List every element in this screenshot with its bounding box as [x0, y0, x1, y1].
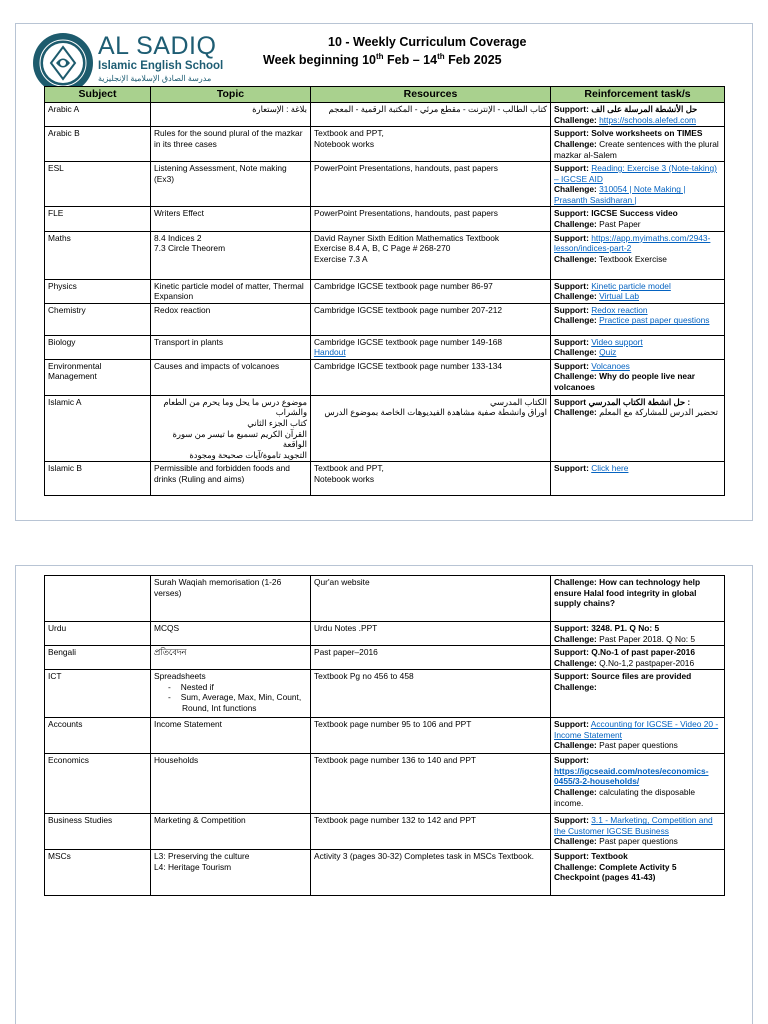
- resources-text: PowerPoint Presentations, handouts, past papers: [314, 208, 498, 219]
- topic-text: بلاغة : الإستعارة: [252, 104, 307, 115]
- table-row: [45, 576, 725, 622]
- support-line: [554, 671, 721, 682]
- challenge-line: [554, 315, 721, 326]
- support-label: Support:: [554, 671, 589, 682]
- challenge-label: Challenge:: [554, 740, 597, 751]
- topic-cell: [151, 303, 311, 335]
- subject-cell: [45, 850, 151, 896]
- challenge-line: [554, 682, 721, 693]
- topic-text: Income Statement: [154, 719, 222, 730]
- challenge-label: Challenge:: [554, 315, 597, 326]
- challenge-text: تحضير الدرس للمشاركة مع المعلم: [599, 407, 718, 418]
- table-row: [45, 646, 725, 670]
- challenge-text: Past Paper: [599, 219, 641, 229]
- resources-text: Cambridge IGCSE textbook page number 133-134: [314, 360, 503, 371]
- reinforcement-cell: [551, 754, 725, 814]
- table-row: [45, 279, 725, 303]
- resources-text: Textbook Pg no 456 to 458: [314, 671, 414, 682]
- table-row: [45, 359, 725, 395]
- challenge-label: Challenge:: [554, 681, 597, 692]
- support-label: Support:: [554, 647, 589, 658]
- resources-cell: [311, 103, 551, 127]
- challenge-text: Q.No-1,2 pastpaper-2016: [599, 657, 695, 668]
- topic-cell: [151, 814, 311, 850]
- reinforcement-cell: [551, 622, 725, 646]
- challenge-line: [554, 658, 721, 669]
- support-label: Support:: [554, 163, 589, 174]
- resources-text: الكتاب المدرسي اوراق وانشطة صفية مشاهدة الفيديوهات الخاصة بموضوع الدرس: [324, 396, 547, 418]
- support-label: Support:: [554, 719, 589, 730]
- challenge-label: Challenge:: [554, 114, 597, 125]
- subject-label: Bengali: [48, 647, 76, 658]
- resources-text: Cambridge IGCSE textbook page number 86-97: [314, 280, 493, 291]
- subject-cell: [45, 718, 151, 754]
- school-subtitle: Islamic English School: [98, 60, 224, 72]
- subject-label: Environmental Management: [48, 360, 102, 382]
- topic-cell: [151, 231, 311, 279]
- subject-cell: [45, 814, 151, 850]
- resources-cell: [311, 231, 551, 279]
- topic-cell: [151, 462, 311, 496]
- support-text: Solve worksheets on TIMES: [591, 128, 703, 139]
- document-title: 10 - Weekly Curriculum Coverage: [328, 35, 527, 49]
- support-line: [554, 128, 721, 139]
- topic-text: Surah Waqiah memorisation (1-26 verses): [154, 577, 282, 598]
- topic-cell: [151, 576, 311, 622]
- challenge-label: Challenge:: [554, 219, 597, 229]
- reinforcement-cell: [551, 850, 725, 896]
- challenge-label: Challenge:: [554, 253, 597, 264]
- topic-text: Writers Effect: [154, 208, 204, 219]
- support-label: Support:: [554, 851, 589, 862]
- support-label: Support:: [554, 304, 589, 315]
- topic-text: L3: Preserving the culture L4: Heritage Tourism: [154, 851, 250, 872]
- reinforcement-cell: [551, 814, 725, 850]
- header-reinforcement: Reinforcement task/s: [551, 87, 725, 103]
- support-line: [554, 755, 721, 787]
- challenge-label: Challenge:: [554, 633, 597, 644]
- reinforcement-cell: [551, 103, 725, 127]
- table-row: [45, 127, 725, 162]
- resources-cell: [311, 279, 551, 303]
- challenge-line: [554, 836, 721, 847]
- reinforcement-cell: [551, 576, 725, 622]
- reinforcement-cell: [551, 462, 725, 496]
- reinforcement-cell: [551, 303, 725, 335]
- header-topic: Topic: [151, 87, 311, 103]
- document-page-1: [15, 23, 753, 521]
- resources-cell: [311, 162, 551, 207]
- topic-cell: [151, 754, 311, 814]
- challenge-label: Challenge:: [554, 184, 597, 195]
- challenge-text: Past Paper 2018. Q No: 5: [599, 633, 696, 644]
- challenge-link[interactable]: https://schools.alefed.com: [599, 114, 696, 125]
- support-link[interactable]: 3.1 - Marketing, Competition and the Customer IGCSE Business: [554, 815, 713, 836]
- topic-cell: [151, 622, 311, 646]
- challenge-label: Challenge:: [554, 138, 597, 149]
- table-row: [45, 335, 725, 359]
- reinforcement-cell: [551, 279, 725, 303]
- challenge-line: [554, 577, 721, 609]
- challenge-line: [554, 371, 721, 392]
- resources-cell: [311, 462, 551, 496]
- support-line: [554, 281, 721, 292]
- topic-text: Listening Assessment, Note making (Ex3): [154, 163, 287, 184]
- challenge-line: [554, 219, 721, 230]
- resources-cell: [311, 303, 551, 335]
- topic-cell: [151, 207, 311, 231]
- challenge-label: Challenge:: [554, 291, 597, 302]
- challenge-link[interactable]: 310054 | Note Making | Prasanth Sasidharan |: [554, 184, 686, 205]
- topic-cell: [151, 670, 311, 718]
- subject-label: Urdu: [48, 623, 67, 633]
- subject-label: Physics: [48, 280, 77, 291]
- table-row: [45, 754, 725, 814]
- resources-text: Urdu Notes .PPT: [314, 623, 378, 633]
- challenge-text: Why do people live near volcanoes: [554, 371, 696, 393]
- table-row: [45, 395, 725, 461]
- challenge-text: How can technology help ensure Halal food integrity in global supply chains?: [554, 577, 701, 609]
- topic-list-item: - Nested if: [182, 682, 307, 693]
- support-line: [554, 163, 721, 184]
- table-row: [45, 462, 725, 496]
- resources-cell: [311, 718, 551, 754]
- challenge-link[interactable]: Quiz: [599, 347, 617, 358]
- subject-cell: [45, 576, 151, 622]
- support-line: [554, 647, 721, 658]
- support-link[interactable]: Volcanoes: [591, 360, 630, 371]
- topic-cell: [151, 162, 311, 207]
- challenge-text: Textbook Exercise: [599, 253, 667, 264]
- resources-cell: [311, 814, 551, 850]
- resource-link[interactable]: Handout: [314, 347, 346, 358]
- header-subject: Subject: [45, 87, 151, 103]
- challenge-line: [554, 740, 721, 751]
- curriculum-table-continued: [44, 575, 725, 896]
- support-text: 3248. P1. Q No: 5: [591, 623, 660, 633]
- support-label: Support:: [554, 463, 589, 474]
- challenge-line: [554, 347, 721, 358]
- support-line: [554, 623, 721, 634]
- reinforcement-cell: [551, 646, 725, 670]
- school-arabic-name: مدرسة الصادق الإسلامية الإنجليزية: [98, 74, 212, 83]
- resources-cell: [311, 359, 551, 395]
- support-line: [554, 361, 721, 372]
- subject-cell: [45, 646, 151, 670]
- resources-cell: [311, 576, 551, 622]
- topic-text: Rules for the sound plural of the mazkar in its three cases: [154, 128, 303, 149]
- support-label: Support:: [554, 280, 589, 291]
- topic-text: Causes and impacts of volcanoes: [154, 360, 280, 371]
- topic-cell: [151, 718, 311, 754]
- support-label: Support:: [554, 815, 589, 826]
- resources-cell: [311, 754, 551, 814]
- table-row: [45, 670, 725, 718]
- subject-cell: [45, 395, 151, 461]
- table-row: [45, 303, 725, 335]
- topic-text: Permissible and forbidden foods and drinks (Ruling and aims): [154, 463, 290, 484]
- resources-text: PowerPoint Presentations, handouts, past papers: [314, 163, 498, 174]
- challenge-label: Challenge:: [554, 861, 597, 872]
- support-label: Support:: [554, 360, 589, 371]
- challenge-text: Complete Activity 5 Checkpoint (pages 41-43): [554, 861, 677, 883]
- subject-cell: [45, 162, 151, 207]
- topic-cell: [151, 335, 311, 359]
- support-text: Textbook: [591, 851, 628, 862]
- subject-cell: [45, 303, 151, 335]
- subject-label: Arabic B: [48, 128, 80, 139]
- support-text: Source files are provided: [591, 671, 692, 682]
- challenge-link[interactable]: Virtual Lab: [599, 291, 640, 302]
- subject-label: MSCs: [48, 851, 71, 862]
- resources-text: David Rayner Sixth Edition Mathematics Textbook Exercise 8.4 A, B, C Page # 268-270 Exercise 7.3 A: [314, 232, 500, 264]
- subject-cell: [45, 207, 151, 231]
- support-link[interactable]: Click here: [591, 463, 629, 474]
- topic-list-item: - Sum, Average, Max, Min, Count, Round, Int functions: [182, 692, 307, 713]
- challenge-line: [554, 139, 721, 160]
- reinforcement-cell: [551, 359, 725, 395]
- resources-cell: [311, 127, 551, 162]
- week-range: Week beginning 10th Feb – 14th Feb 2025: [263, 52, 502, 68]
- table-row: [45, 162, 725, 207]
- support-line: [554, 815, 721, 836]
- support-line: [554, 104, 721, 115]
- subject-cell: [45, 127, 151, 162]
- table-row: [45, 814, 725, 850]
- support-line: [554, 397, 721, 408]
- challenge-line: [554, 291, 721, 302]
- challenge-line: [554, 407, 721, 418]
- resources-cell: [311, 207, 551, 231]
- challenge-label: Challenge:: [554, 787, 597, 798]
- document-page-2: [15, 565, 753, 1024]
- challenge-label: Challenge:: [554, 347, 597, 358]
- resources-cell: [311, 646, 551, 670]
- challenge-line: [554, 787, 721, 808]
- topic-text: Kinetic particle model of matter, Thermal Expansion: [154, 280, 304, 302]
- topic-text: Transport in plants: [154, 336, 224, 347]
- support-text: حل الأنشطة المرسلة على الف: [591, 104, 698, 115]
- support-line: [554, 208, 721, 219]
- challenge-label: Challenge:: [554, 836, 597, 847]
- resources-cell: [311, 622, 551, 646]
- challenge-text: calculating the disposable income.: [554, 787, 696, 808]
- subject-label: ESL: [48, 163, 64, 174]
- challenge-line: [554, 115, 721, 126]
- support-label: Support:: [554, 336, 589, 347]
- support-link[interactable]: https://igcseaid.com/notes/economics-0455/3-2-households/: [554, 765, 709, 787]
- support-label: Support:: [554, 755, 589, 766]
- support-label: Support:: [554, 208, 589, 219]
- table-row: [45, 207, 725, 231]
- challenge-text: Past paper questions: [599, 836, 678, 847]
- table-row: [45, 622, 725, 646]
- subject-cell: [45, 231, 151, 279]
- support-link[interactable]: Accounting for IGCSE - Video 20 - Income Statement: [554, 719, 719, 740]
- topic-text: প্রতিবেদন: [154, 647, 187, 658]
- support-label: Support:: [554, 128, 589, 139]
- resources-text: كتاب الطالب - الإنترنت - مقطع مرئي - المكتبة الرقمية - المعجم: [328, 104, 547, 115]
- support-label: Support:: [554, 623, 589, 633]
- reinforcement-cell: [551, 718, 725, 754]
- reinforcement-cell: [551, 670, 725, 718]
- reinforcement-cell: [551, 162, 725, 207]
- subject-label: FLE: [48, 208, 64, 219]
- support-link[interactable]: Video support: [591, 336, 643, 347]
- resources-cell: [311, 670, 551, 718]
- resources-text: Textbook and PPT, Notebook works: [314, 463, 384, 484]
- topic-cell: [151, 103, 311, 127]
- resources-cell: [311, 335, 551, 359]
- support-label: Support:: [554, 232, 589, 243]
- school-logo: [32, 32, 94, 94]
- challenge-text: Past paper questions: [599, 740, 678, 751]
- resources-text: Textbook and PPT, Notebook works: [314, 128, 384, 149]
- reinforcement-cell: [551, 127, 725, 162]
- curriculum-table: [44, 86, 725, 496]
- reinforcement-cell: [551, 335, 725, 359]
- topic-cell: [151, 646, 311, 670]
- subject-label: Chemistry: [48, 304, 86, 315]
- support-link[interactable]: Reading: Exercise 3 (Note-taking) – IGCSE AID: [554, 163, 717, 184]
- subject-label: ICT: [48, 671, 62, 682]
- subject-label: Biology: [48, 336, 76, 347]
- support-link[interactable]: Redox reaction: [591, 304, 648, 315]
- resources-text: Qur'an website: [314, 577, 370, 587]
- support-text: حل انشطة الكتاب المدرسي :: [588, 396, 691, 407]
- subject-cell: [45, 103, 151, 127]
- subject-cell: [45, 670, 151, 718]
- challenge-line: [554, 634, 721, 645]
- challenge-text: Create sentences with the plural mazkar al-Salem: [554, 138, 719, 160]
- resources-text: Textbook page number 136 to 140 and PPT: [314, 755, 477, 766]
- topic-text: MCQS: [154, 623, 180, 633]
- challenge-line: [554, 254, 721, 265]
- support-line: [554, 851, 721, 862]
- support-label: Support: [554, 396, 587, 407]
- subject-label: Economics: [48, 755, 89, 766]
- topic-cell: [151, 279, 311, 303]
- topic-list: [154, 682, 307, 714]
- resources-cell: [311, 395, 551, 461]
- resources-text: Cambridge IGCSE textbook page number 149-168: [314, 336, 503, 347]
- support-text: Q.No-1 of past paper-2016: [591, 647, 696, 658]
- subject-cell: [45, 462, 151, 496]
- subject-cell: [45, 754, 151, 814]
- challenge-line: [554, 184, 721, 205]
- challenge-label: Challenge:: [554, 407, 597, 418]
- resources-text: Textbook page number 132 to 142 and PPT: [314, 815, 477, 826]
- header-resources: Resources: [311, 87, 551, 103]
- table-row: [45, 718, 725, 754]
- school-name: AL SADIQ: [98, 32, 217, 60]
- subject-cell: [45, 335, 151, 359]
- support-link[interactable]: https://app.myimaths.com/2943-lesson/indices-part-2: [554, 232, 711, 254]
- subject-label: Maths: [48, 232, 71, 243]
- subject-label: Islamic B: [48, 463, 82, 474]
- reinforcement-cell: [551, 395, 725, 461]
- challenge-label: Challenge:: [554, 657, 597, 668]
- support-line: [554, 463, 721, 474]
- resources-text: Activity 3 (pages 30-32) Completes task in MSCs Textbook.: [314, 851, 535, 862]
- subject-cell: [45, 279, 151, 303]
- subject-cell: [45, 622, 151, 646]
- support-text: IGCSE Success video: [591, 208, 678, 219]
- table-row: [45, 850, 725, 896]
- topic-cell: [151, 395, 311, 461]
- subject-label: Business Studies: [48, 815, 113, 826]
- topic-text: Marketing & Competition: [154, 815, 246, 826]
- support-link[interactable]: Kinetic particle model: [591, 280, 671, 291]
- table-row: [45, 231, 725, 279]
- topic-text: Households: [154, 755, 199, 766]
- challenge-label: Challenge:: [554, 371, 597, 382]
- subject-cell: [45, 359, 151, 395]
- topic-text: 8.4 Indices 2 7.3 Circle Theorem: [154, 232, 226, 254]
- challenge-line: [554, 862, 721, 883]
- challenge-link[interactable]: Practice past paper questions: [599, 315, 710, 326]
- reinforcement-cell: [551, 207, 725, 231]
- resources-text: Cambridge IGCSE textbook page number 207-212: [314, 304, 503, 315]
- subject-label: Islamic A: [48, 396, 82, 407]
- topic-cell: [151, 850, 311, 896]
- resources-cell: [311, 850, 551, 896]
- support-line: [554, 305, 721, 316]
- topic-text: Redox reaction: [154, 304, 211, 315]
- support-line: [554, 337, 721, 348]
- topic-cell: [151, 127, 311, 162]
- subject-label: Arabic A: [48, 104, 80, 115]
- support-line: [554, 719, 721, 740]
- challenge-label: Challenge:: [554, 577, 597, 587]
- table-row: [45, 103, 725, 127]
- topic-cell: [151, 359, 311, 395]
- support-label: Support:: [554, 104, 589, 115]
- topic-text: موضوع درس ما يحل وما يحرم من الطعام والشراب كتاب الجزء الثاني القرآن الكريم تسميع ما تيسر من سورة الواقعة التجويد تاموة/آيات صحيحة ومجودة: [163, 396, 307, 460]
- resources-text: Past paper–2016: [314, 647, 378, 658]
- reinforcement-cell: [551, 231, 725, 279]
- subject-label: Accounts: [48, 719, 83, 730]
- support-line: [554, 233, 721, 254]
- topic-text: Spreadsheets: [154, 671, 206, 682]
- resources-text: Textbook page number 95 to 106 and PPT: [314, 719, 472, 730]
